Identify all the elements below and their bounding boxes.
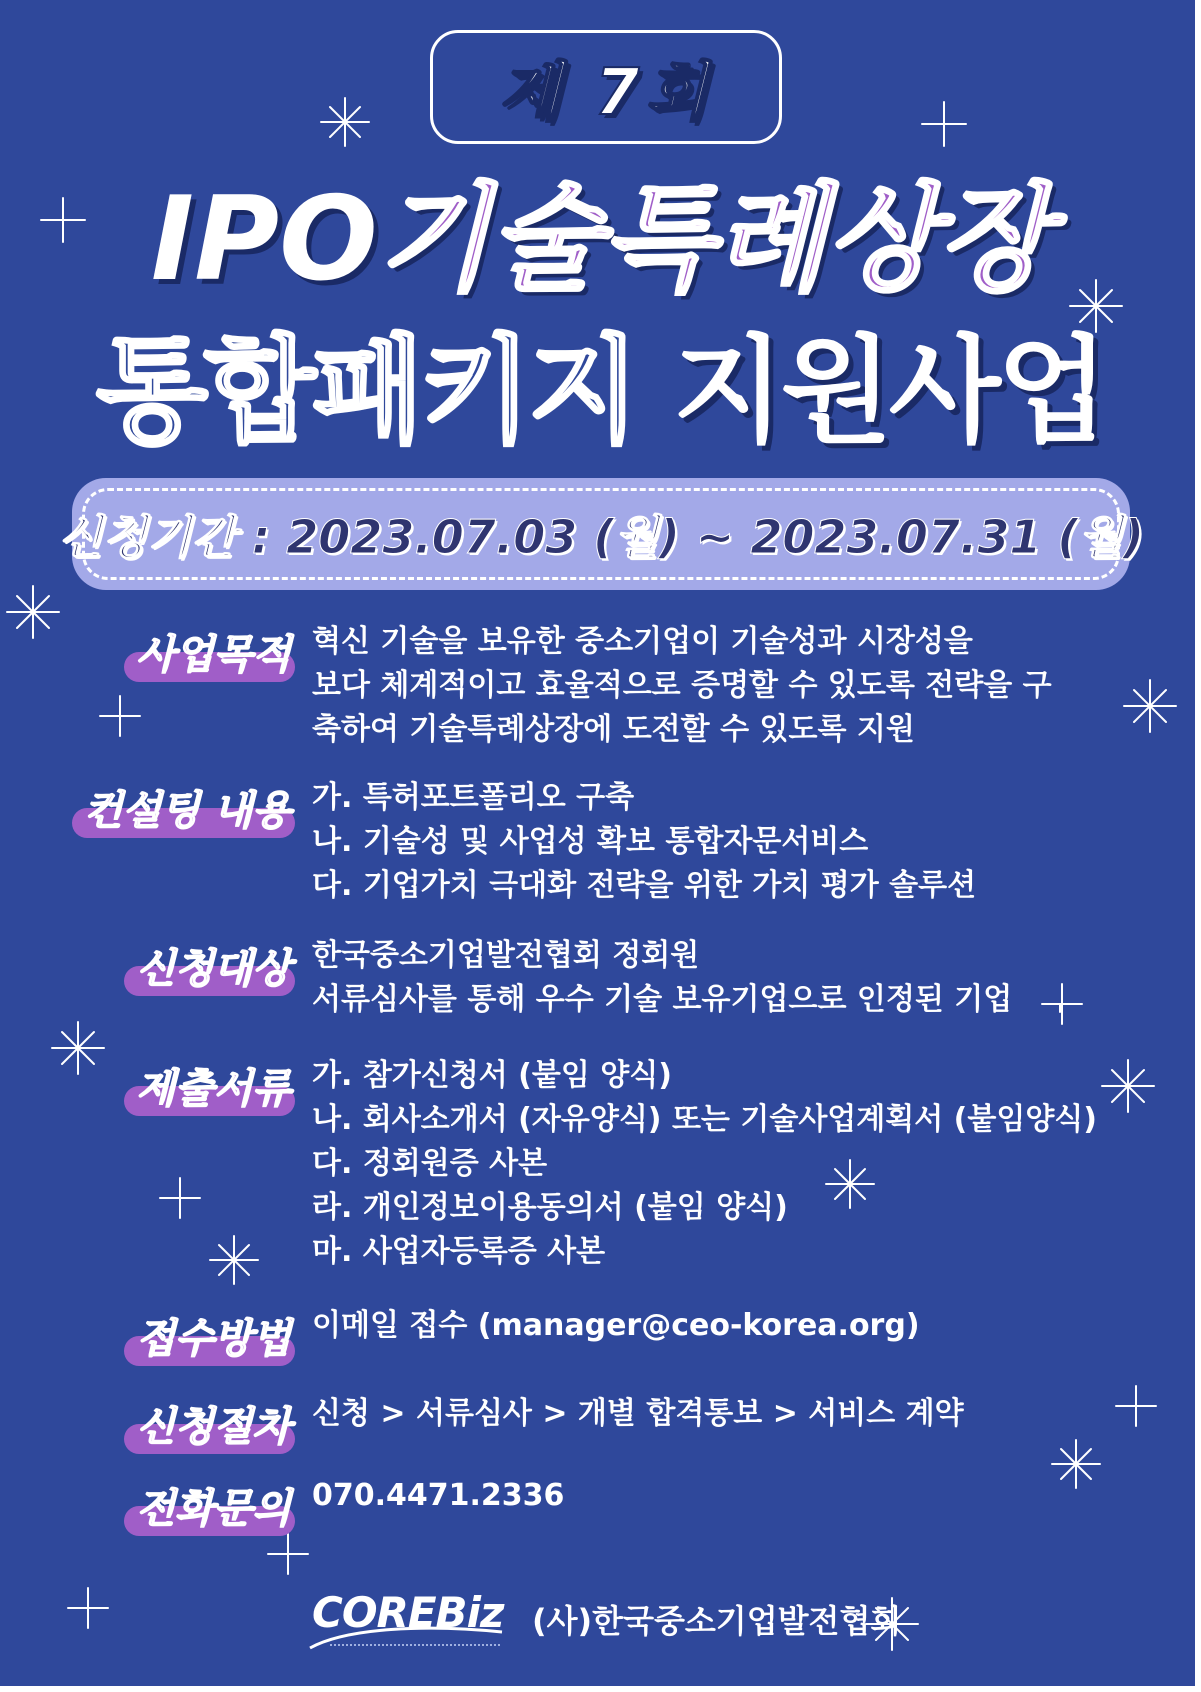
section-content [312,776,1142,908]
content-line: 다. 정회원증 사본 [312,1146,548,1181]
organization-name: (사)한국중소기업발전협회 [532,1602,902,1640]
content-line: 이메일 접수 (manager@ceo-korea.org) [312,1308,920,1343]
section-documents [0,1054,1201,1284]
content-line: 마. 사업자등록증 사본 [312,1234,606,1269]
section-label-text: 전화문의 [136,1486,291,1532]
content-line: 나. 회사소개서 (자유양식) 또는 기술사업계획서 (붙임양식) [312,1102,1098,1137]
subtitle-solid: 지원사업 [672,324,1105,459]
section-label-text: 제출서류 [136,1066,291,1112]
title-highlight: 기술특례상장 [377,172,1051,307]
sparkle-icon [268,1534,308,1574]
section-content [312,1392,1142,1436]
section-content [312,1474,1142,1518]
footer [0,1582,1201,1652]
sparkle-icon [922,102,966,146]
content-line: 한국중소기업발전협회 정회원 [312,938,700,973]
main-title [0,170,1201,310]
section-label [80,784,291,838]
title-prefix: IPO [150,172,378,307]
corebiz-logo: COREBiz [312,1588,504,1637]
application-period-text: 신청기간 : 2023.07.03 (월) ~ 2023.07.31 (월) [58,510,1144,564]
section-purpose [0,620,1201,760]
section-submission [0,1304,1201,1364]
content-line: 보다 체계적이고 효율적으로 증명할 수 있도록 전략을 구 [312,668,1052,703]
section-label [132,1400,291,1454]
section-label [132,1482,291,1536]
section-label-text: 신청절차 [136,1404,291,1450]
section-label-text: 컨설팅 내용 [83,788,291,834]
section-content [312,1304,1142,1348]
section-label [132,942,291,996]
section-contact [0,1474,1201,1534]
section-procedure [0,1392,1201,1452]
edition-text: 제 7회 [498,56,714,130]
content-line: 라. 개인정보이용동의서 (붙임 양식) [312,1190,788,1225]
section-content [312,620,1142,752]
edition-badge [430,30,782,144]
content-line: 가. 참가신청서 (붙임 양식) [312,1058,672,1093]
content-line: 가. 특허포트폴리오 구축 [312,780,635,815]
logo-underline [330,1644,500,1650]
section-content [312,934,1142,1022]
application-period-box [58,478,1144,590]
content-line: 서류심사를 통해 우수 기술 보유기업으로 인정된 기업 [312,982,1013,1017]
content-line: 혁신 기술을 보유한 중소기업이 기술성과 시장성을 [312,624,973,659]
section-label [132,1062,291,1116]
content-line: 축하여 기술특례상장에 도전할 수 있도록 지원 [312,712,915,747]
content-line: 070.4471.2336 [312,1478,565,1513]
section-label [132,628,291,682]
section-consulting [0,776,1201,916]
content-line: 나. 기술성 및 사업성 확보 통합자문서비스 [312,824,869,859]
content-line: 다. 기업가치 극대화 전략을 위한 가치 평가 솔루션 [312,868,977,903]
sub-title [0,322,1201,462]
section-label [132,1312,291,1366]
section-label-text: 신청대상 [136,946,291,992]
sparkle-icon [321,98,369,146]
section-eligibility [0,934,1201,1034]
section-content [312,1054,1142,1274]
section-label-text: 사업목적 [136,632,291,678]
section-label-text: 접수방법 [136,1316,291,1362]
content-line: 신청 > 서류심사 > 개별 합격통보 > 서비스 계약 [312,1396,964,1431]
subtitle-outline: 통합패키지 [96,324,637,459]
